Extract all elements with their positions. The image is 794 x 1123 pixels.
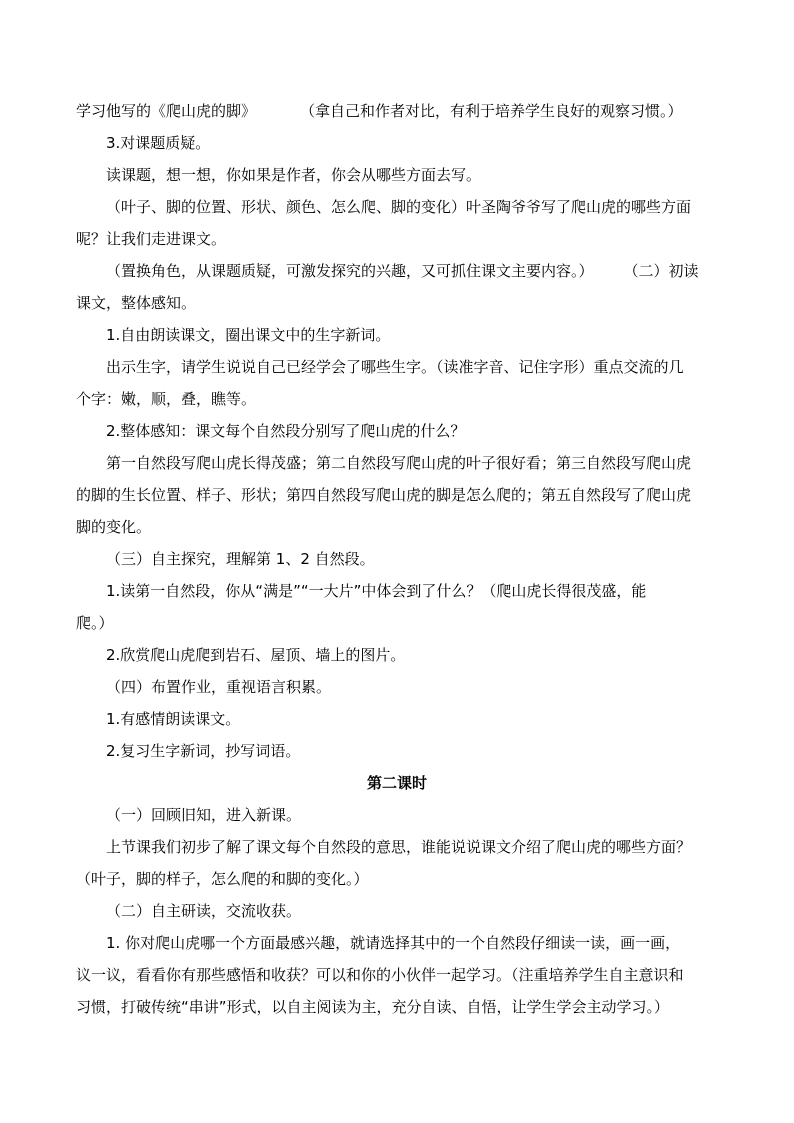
paragraph-line: 1. 你对爬山虎哪一个方面最感兴趣，就请选择其中的一个自然段仔细读一读，画一画， (106, 934, 681, 952)
paragraph-line: 课文，整体感知。 (76, 294, 197, 312)
paragraph-line: （三）自主探究，理解第 1、2 自然段。 (106, 550, 375, 568)
section-heading: 第二课时 (366, 774, 427, 792)
text-span: （二）初读 (623, 262, 699, 280)
paragraph-line (106, 261, 699, 281)
text-span: （置换角色，从课题质疑，可激发探究的兴趣，又可抓住课文主要内容。） (106, 262, 594, 280)
paragraph-line: （一）回顾旧知，进入新课。 (106, 806, 302, 824)
paragraph-line: 呢？让我们走进课文。 (76, 230, 227, 248)
paragraph-line: 脚的变化。 (76, 518, 152, 536)
paragraph-line: 出示生字，请学生说说自己已经学会了哪些生字。（读准字音、记住字形）重点交流的几 (106, 358, 684, 376)
paragraph-line: 2.欣赏爬山虎爬到岩石、屋顶、墙上的图片。 (106, 646, 406, 664)
paragraph-line: （二）自主研读，交流收获。 (106, 902, 302, 920)
paragraph-line (76, 101, 683, 121)
paragraph-line: 的脚的生长位置、样子、形状；第四自然段写爬山虎的脚是怎么爬的；第五自然段写了爬山虎 (76, 486, 692, 504)
paragraph-line: 2.整体感知：课文每个自然段分别写了爬山虎的什么？ (106, 422, 466, 440)
paragraph-line: （叶子、脚的位置、形状、颜色、怎么爬、脚的变化）叶圣陶爷爷写了爬山虎的哪些方面 (106, 198, 692, 216)
paragraph-line: 3.对课题质疑。 (106, 134, 211, 152)
paragraph-line: 1.读第一自然段，你从“满是”“一大片”中体会到了什么？（爬山虎长得很茂盛，能 (106, 582, 647, 600)
paragraph-line: 第一自然段写爬山虎长得茂盛；第二自然段写爬山虎的叶子很好看；第三自然段写爬山虎 (106, 454, 692, 472)
paragraph-line: 个字：嫩，顺，叠，瞧等。 (76, 390, 257, 408)
paragraph-line: 1.自由朗读课文，圈出课文中的生字新词。 (106, 326, 391, 344)
paragraph-line: 2.复习生字新词，抄写词语。 (106, 742, 301, 760)
paragraph-line: （四）布置作业，重视语言积累。 (106, 678, 332, 696)
paragraph-line: （叶子，脚的样子，怎么爬的和脚的变化。） (76, 870, 369, 888)
paragraph-line: 1.有感情朗读课文。 (106, 710, 241, 728)
text-span: 学习他写的《爬山虎的脚》 (76, 102, 257, 120)
paragraph-line: 读课题，想一想，你如果是作者，你会从哪些方面去写。 (106, 166, 482, 184)
paragraph-line: 上节课我们初步了解了课文每个自然段的意思，谁能说说课文介绍了爬山虎的哪些方面？ (106, 838, 692, 856)
paragraph-line: 习惯，打破传统“串讲”形式，以自主阅读为主，充分自读、自悟，让学生学会主动学习。） (76, 998, 670, 1016)
text-span: （拿自己和作者对比，有利于培养学生良好的观察习惯。） (300, 102, 683, 120)
paragraph-line: 爬。） (76, 614, 114, 632)
paragraph-line: 议一议，看看你有那些感悟和收获？可以和你的小伙伴一起学习。（注重培养学生自主意识和 (76, 966, 684, 984)
